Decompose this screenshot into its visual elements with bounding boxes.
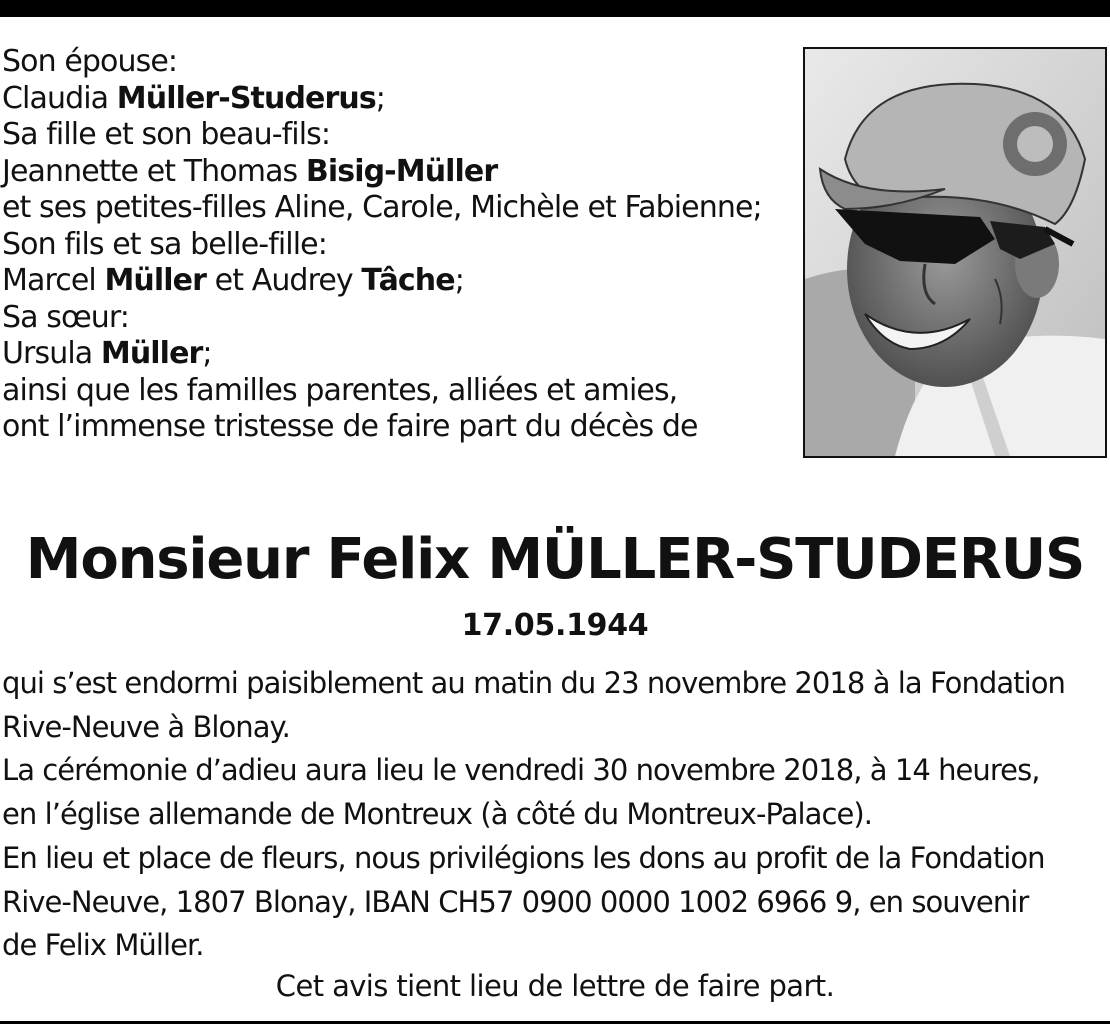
- announcement-body: [2, 662, 1108, 968]
- body-line: La cérémonie d’adieu aura lieu le vendredi 30 novembre 2018, à 14 heures,: [2, 753, 1040, 788]
- body-line: de Felix Müller.: [2, 928, 204, 963]
- intro-text: ;: [375, 80, 386, 116]
- family-name: Müller-Studerus: [116, 80, 376, 116]
- bottom-rule: [0, 1021, 1110, 1024]
- intro-line: Son épouse:: [2, 44, 178, 79]
- family-announcement: [2, 44, 792, 446]
- family-name: Müller: [104, 263, 206, 298]
- intro-line: Sa fille et son beau-fils:: [2, 117, 331, 152]
- body-line: En lieu et place de fleurs, nous privilégions les dons au profit de la Fondation: [2, 840, 1045, 875]
- intro-text: ;: [454, 263, 464, 298]
- family-name: Bisig-Müller: [305, 153, 498, 189]
- intro-line: [2, 263, 792, 300]
- body-line: Rive-Neuve, 1807 Blonay, IBAN CH57 0900 0000 1002 6966 9, en souvenir: [2, 884, 1029, 919]
- deceased-name: Monsieur Felix MÜLLER-STUDERUS: [25, 527, 1085, 592]
- intro-text: et Audrey: [206, 263, 362, 298]
- body-line: qui s’est endormi paisiblement au matin du 23 novembre 2018 à la Fondation: [2, 666, 1065, 700]
- birth-date: 17.05.1944: [461, 608, 649, 643]
- intro-text: Marcel: [2, 263, 105, 298]
- intro-text: Jeannette et Thomas: [2, 153, 306, 189]
- family-name: Tâche: [361, 263, 455, 298]
- intro-text: ;: [202, 336, 212, 371]
- intro-text: Claudia: [2, 80, 117, 116]
- intro-text: Ursula: [2, 336, 101, 371]
- family-name: Müller: [100, 336, 203, 371]
- top-rule: [0, 0, 1110, 17]
- intro-line: et ses petites-filles Aline, Carole, Michèle et Fabienne;: [2, 190, 762, 225]
- intro-line: [2, 154, 792, 191]
- intro-line: Son fils et sa belle-fille:: [2, 226, 327, 262]
- intro-line: ont l’immense tristesse de faire part du décès de: [2, 409, 698, 444]
- intro-line: ainsi que les familles parentes, alliées et amies,: [2, 372, 678, 408]
- intro-line: [2, 336, 792, 373]
- intro-line: [2, 81, 792, 118]
- intro-line: Sa sœur:: [2, 299, 130, 335]
- body-line: en l’église allemande de Montreux (à côté du Montreux-Palace).: [2, 797, 872, 832]
- closing-note: Cet avis tient lieu de lettre de faire part.: [275, 969, 835, 1003]
- body-line: Rive-Neuve à Blonay.: [2, 709, 290, 744]
- portrait-photo: [803, 47, 1107, 458]
- portrait-photo-icon: [805, 49, 1105, 456]
